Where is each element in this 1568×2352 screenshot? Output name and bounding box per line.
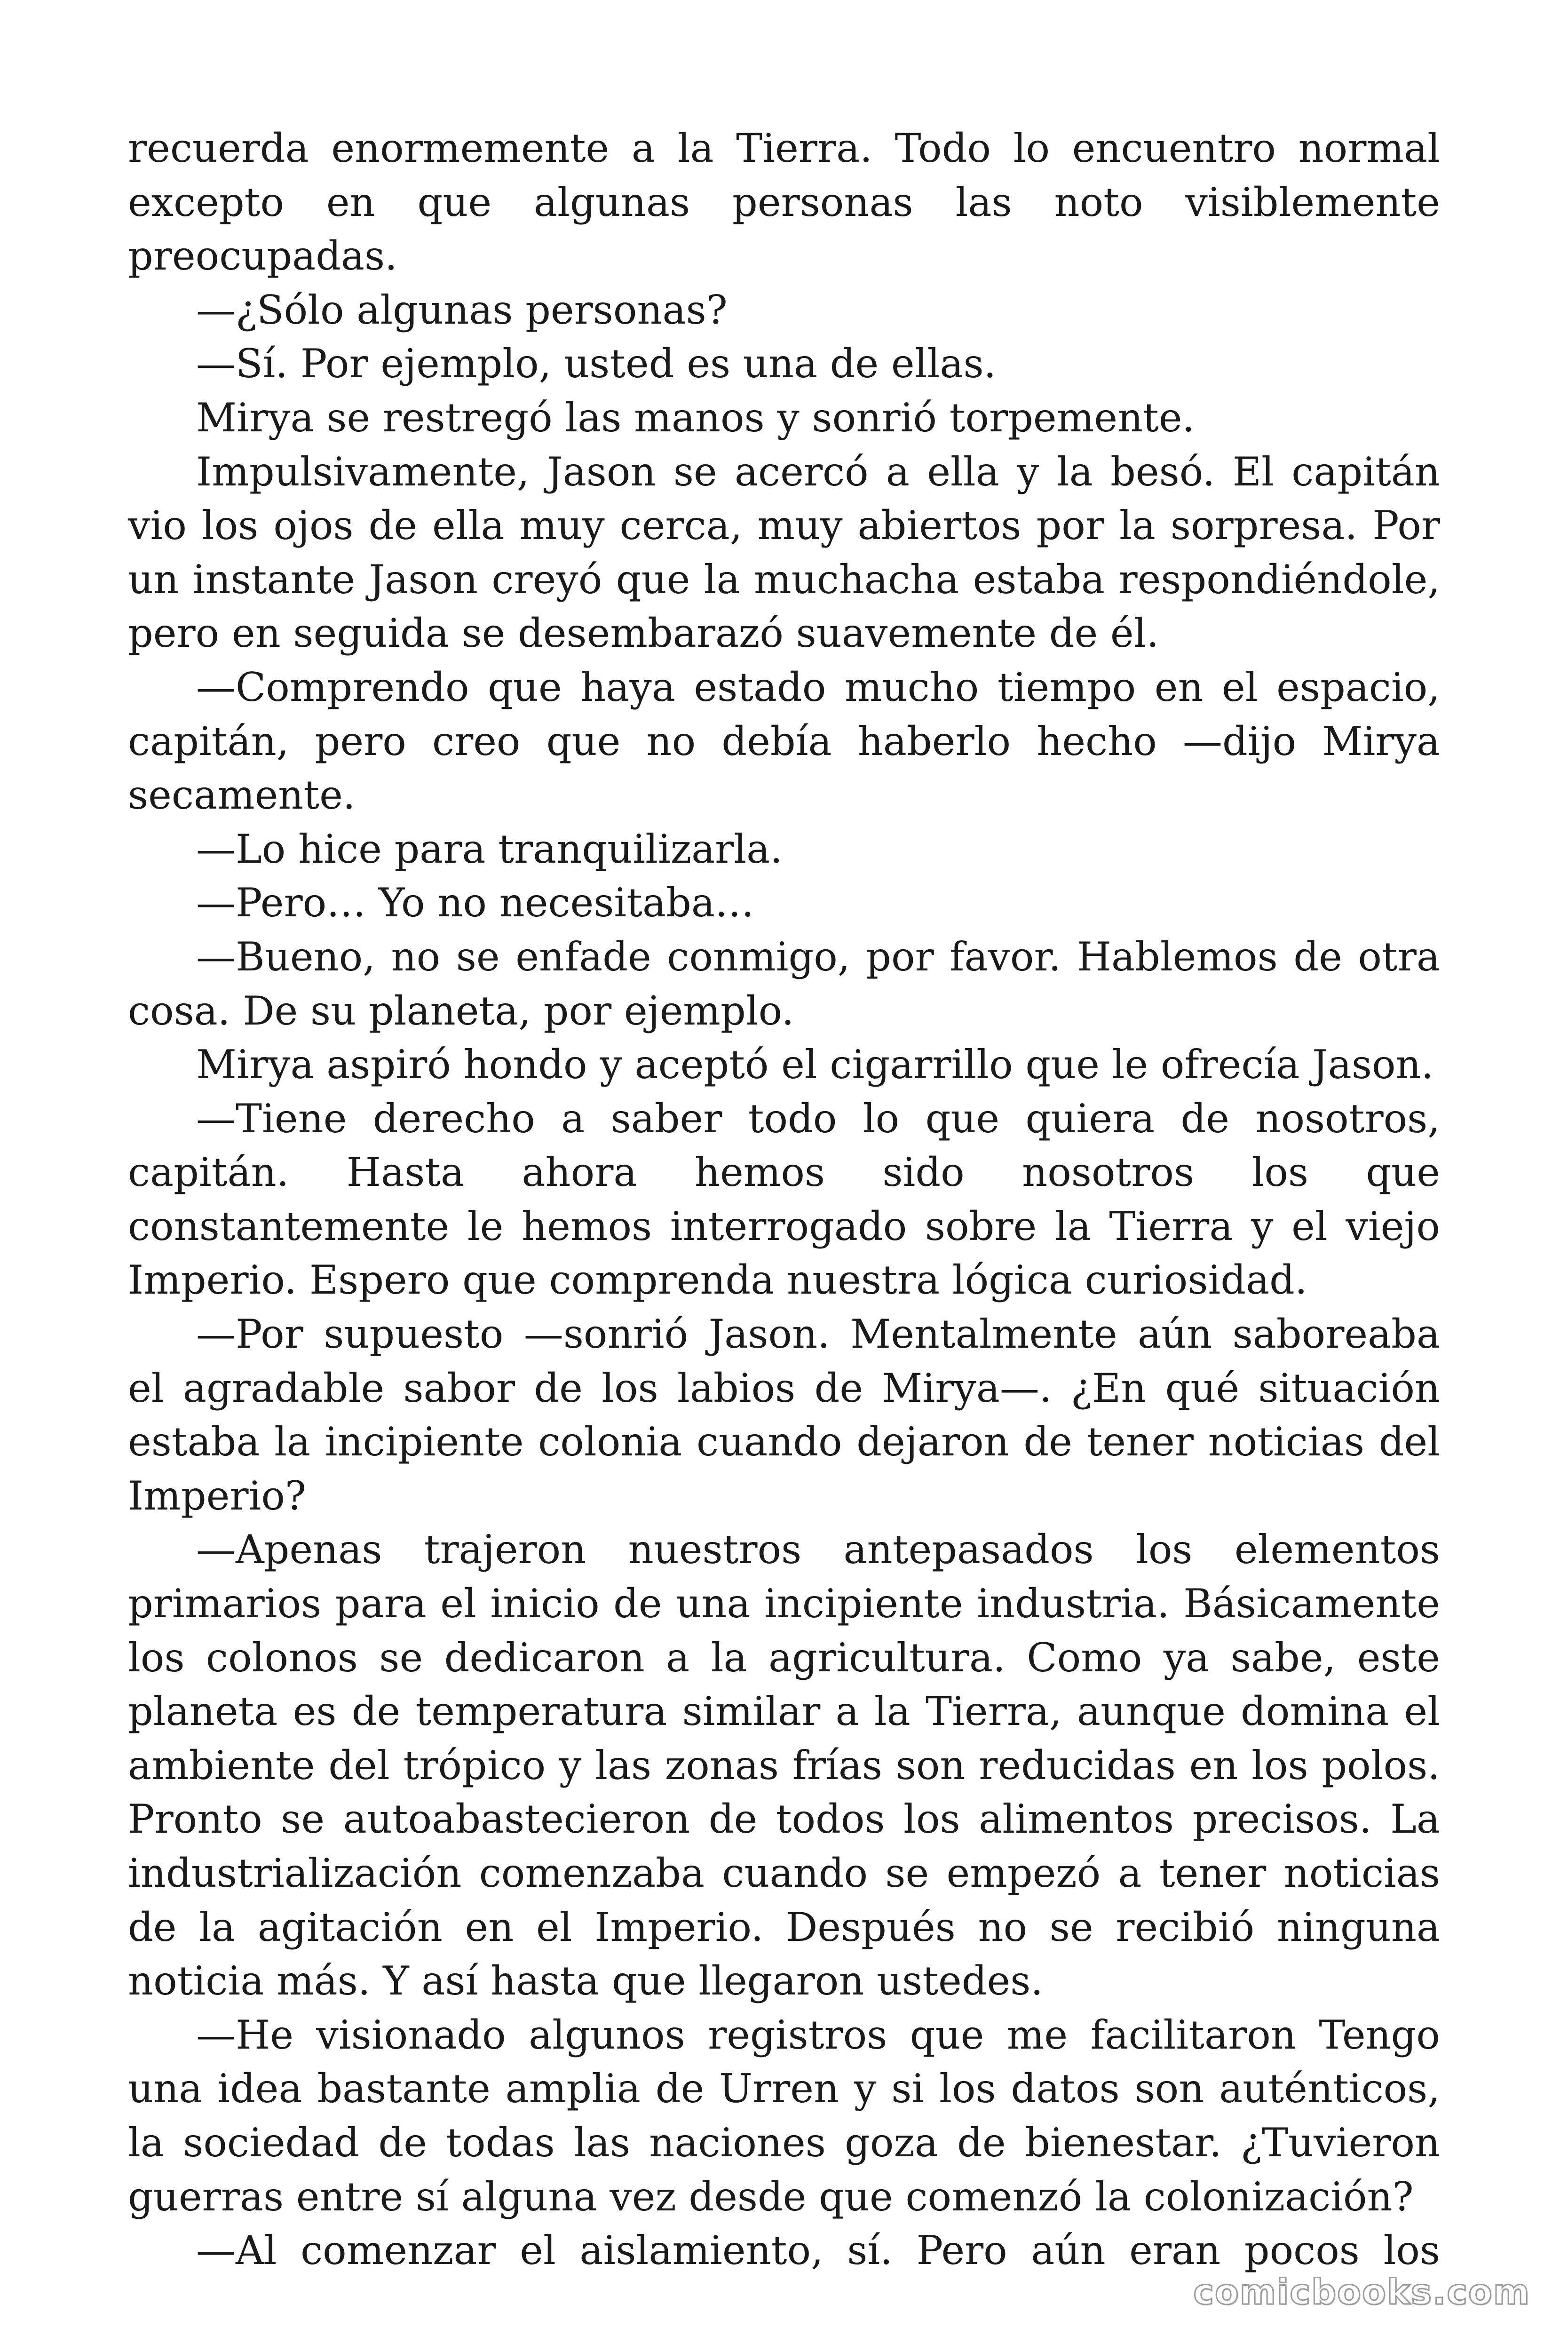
paragraph: —Al comenzar el aislamiento, sí. Pero aún eran pocos los [196, 2227, 1440, 2274]
body-text [128, 121, 1440, 2278]
paragraph: —Pero… Yo no necesitaba… [196, 880, 754, 926]
paragraph: —He visionado algunos registros que me facilitaron Tengo una idea bastante amplia de Urren y si los datos son auténticos, la sociedad de todas las naciones goza de bienestar. ¿Tuvieron guerras entre sí alguna vez desde que comenzó la colonización? [128, 2011, 1440, 2220]
paragraph: —Apenas trajeron nuestros antepasados los elementos primarios para el inicio de una incipiente industria. Básicamente los colonos se dedicaron a la agricultura. Como ya sabe, este planeta es de temperatura similar a la Tierra, aunque domina el ambiente del trópico y las zonas frías son reducidas en los polos. Pronto se autoabastecieron de todos los alimentos precisos. La industrialización comenzaba cuando se empezó a tener noticias de la agitación en el Imperio. Después no se recibió ninguna noticia más. Y así hasta que llegaron ustedes. [128, 1526, 1440, 2004]
paragraph: Impulsivamente, Jason se acercó a ella y la besó. El capitán vio los ojos de ella muy cerca, muy abiertos por la sorpresa. Por un instante Jason creyó que la muchacha estaba respondiéndole, pero en seguida se desembarazó suavemente de él. [128, 448, 1440, 657]
paragraph: —Lo hice para tranquilizarla. [196, 826, 783, 872]
paragraph: —Sí. Por ejemplo, usted es una de ellas. [196, 341, 997, 387]
paragraph: Mirya aspiró hondo y aceptó el cigarrillo que le ofrecía Jason. [196, 1041, 1434, 1088]
paragraph: —Bueno, no se enfade conmigo, por favor. Hablemos de otra cosa. De su planeta, por ejemplo. [128, 933, 1440, 1034]
paragraph: —Comprendo que haya estado mucho tiempo en el espacio, capitán, pero creo que no debía haberlo hecho —dijo Mirya secamente. [128, 664, 1440, 818]
paragraph: —¿Sólo algunas personas? [196, 286, 728, 333]
watermark: comicbooks.com [1193, 2272, 1530, 2312]
paragraph: Mirya se restregó las manos y sonrió torpemente. [196, 394, 1195, 441]
paragraph: —Por supuesto —sonrió Jason. Mentalmente aún saboreaba el agradable sabor de los labios de Mirya—. ¿En qué situación estaba la incipiente colonia cuando dejaron de tener noticias del Imperio? [128, 1311, 1440, 1519]
paragraph: recuerda enormemente a la Tierra. Todo lo encuentro normal excepto en que algunas personas las noto visiblemente preocupadas. [128, 125, 1440, 279]
paragraph: —Tiene derecho a saber todo lo que quiera de nosotros, capitán. Hasta ahora hemos sido nosotros los que constantemente le hemos interrogado sobre la Tierra y el viejo Imperio. Espero que comprenda nuestra lógica curiosidad. [128, 1095, 1440, 1303]
